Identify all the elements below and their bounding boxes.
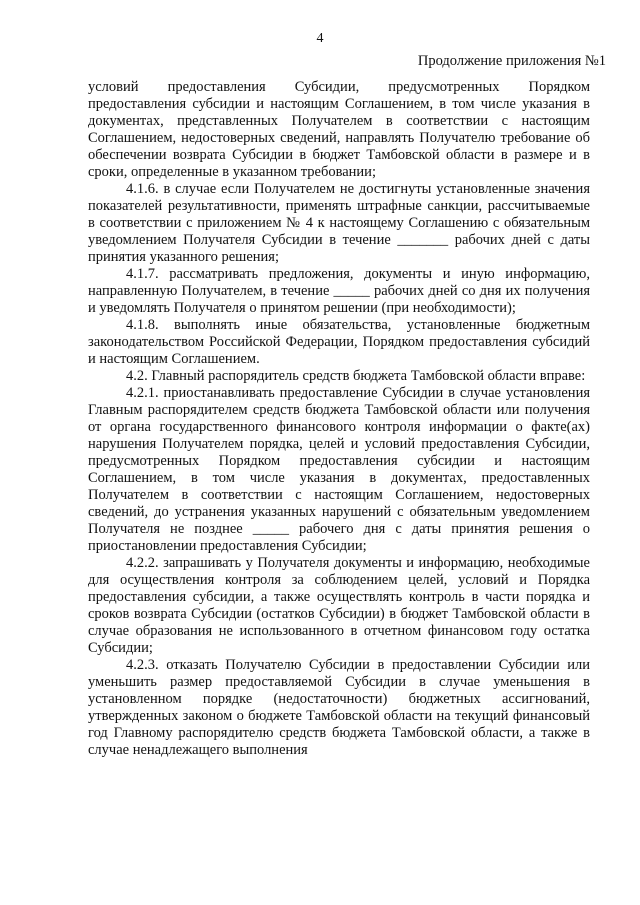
- paragraph-4-2: 4.2. Главный распорядитель средств бюджета Тамбовской области вправе:: [126, 368, 586, 384]
- paragraph-4-1-7: 4.1.7. рассматривать предложения, документы и иную информацию, направленную Получателем, в течение _____ рабочих дней со дня их получения и уведомлять Получателя о принятом решении (при необходимости);: [88, 266, 590, 316]
- paragraph-4-2-1: 4.2.1. приостанавливать предоставление Субсидии в случае установления Главным распорядителем средств бюджета Тамбовской области или получения от органа государственного финансового контроля информации о факте(ах) нарушения Получателем порядка, целей и условий предоставления Субсидии, предусмотренных Порядком предоставления субсидии и настоящим Соглашением, в том числе указания в документах, предоставленных Получателем в соответствии с настоящим Соглашением, недостоверных сведений, до устранения указанных нарушений с обязательным уведомлением Получателя не позднее _____ рабочего дня с даты принятия решения о приостановлении предоставления Субсидии;: [88, 385, 590, 554]
- paragraph-4-1-8: 4.1.8. выполнять иные обязательства, установленные бюджетным законодательством Российской Федерации, Порядком предоставления субсидий и настоящим Соглашением.: [88, 317, 590, 367]
- paragraph-4-2-2: 4.2.2. запрашивать у Получателя документы и информацию, необходимые для осуществления контроля за соблюдением целей, условий и Порядка предоставления субсидии, а также осуществлять контроль в части порядка и сроков возврата Субсидии (остатков Субсидии) в бюджет Тамбовской области в случае образования не использованного в отчетном финансовом году остатка Субсидии;: [88, 555, 590, 656]
- paragraph-continuation: условий предоставления Субсидии, предусмотренных Порядком предоставления субсидии и настоящим Соглашением, в том числе указания в документах, представленных Получателем в соответствии с настоящим Соглашением, недостоверных сведений, направлять Получателю требование об обеспечении возврата Субсидии в бюджет Тамбовской области в размере и в сроки, определенные в указанном требовании;: [88, 79, 590, 180]
- paragraph-4-2-3: 4.2.3. отказать Получателю Субсидии в предоставлении Субсидии или уменьшить размер предоставляемой Субсидии в случае уменьшения в установленном порядке (недостаточности) бюджетных ассигнований, утвержденных законом о бюджете Тамбовской области на текущий финансовый год Главному распорядителю средств бюджета Тамбовской области, а также в случае ненадлежащего выполнения: [88, 657, 590, 758]
- document-body: [88, 79, 590, 759]
- page-number: 4: [316, 31, 324, 46]
- paragraph-4-1-6: 4.1.6. в случае если Получателем не достигнуты установленные значения показателей результативности, применять штрафные санкции, рассчитываемые в соответствии с приложением № 4 к настоящему Соглашению с обязательным уведомлением Получателя Субсидии в течение _______ рабочих дней с даты принятия указанного решения;: [88, 181, 590, 265]
- appendix-continuation-note: Продолжение приложения №1: [417, 53, 606, 69]
